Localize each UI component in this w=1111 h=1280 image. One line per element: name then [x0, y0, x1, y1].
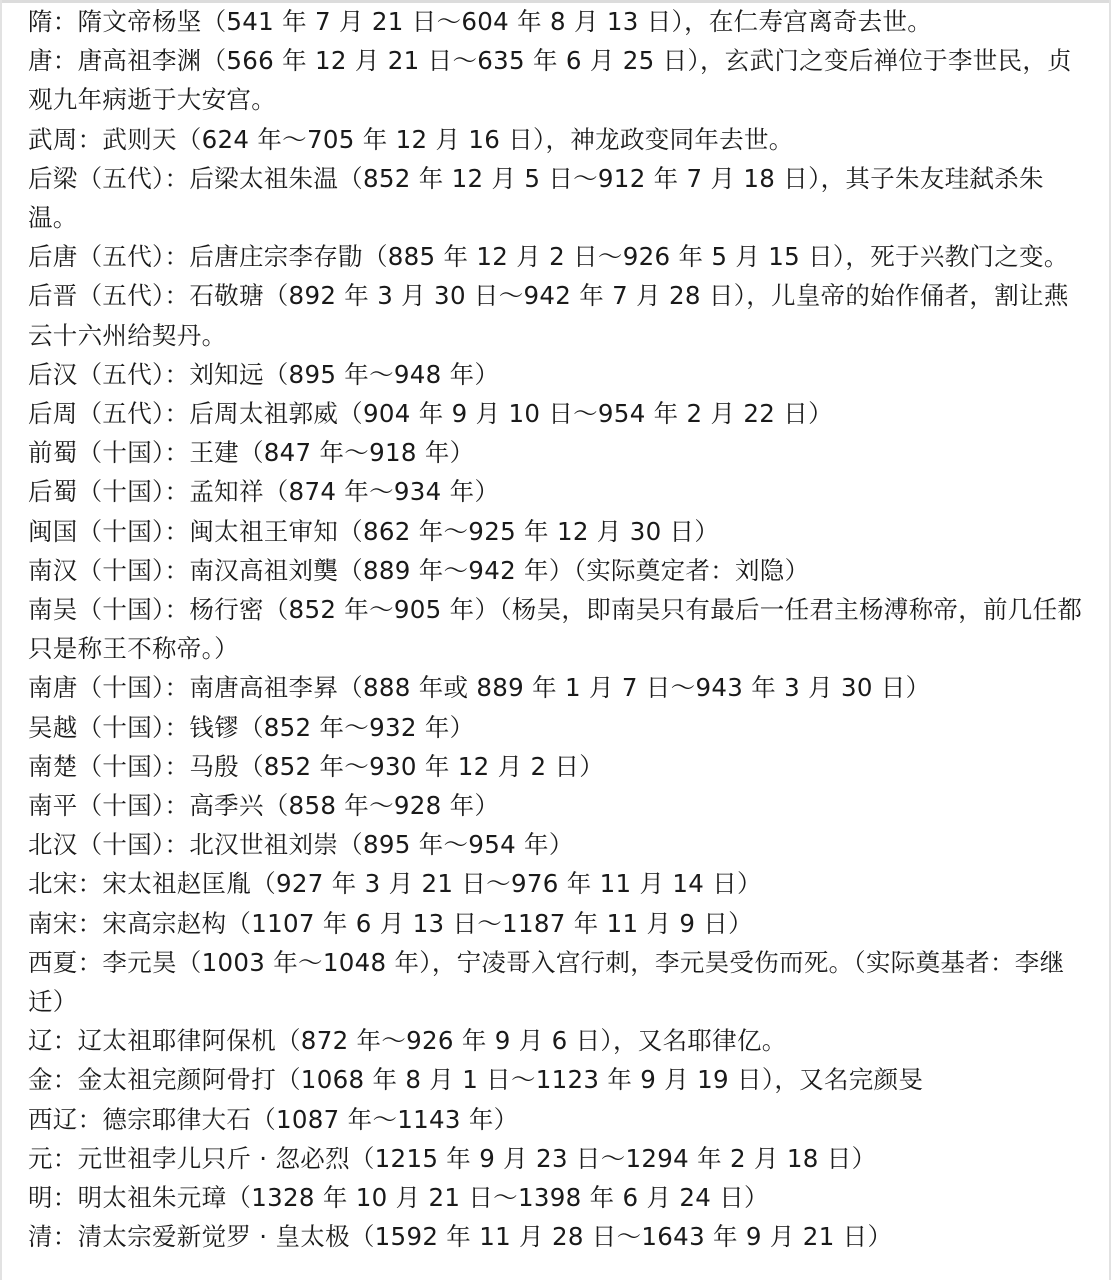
entry-text: 金太祖完颜阿骨打（1068 年 8 月 1 日～1123 年 9 月 19 日），又名完颜旻 [77, 1065, 924, 1095]
entry-label: 后汉（五代）： [28, 359, 190, 389]
entry-text: 刘知远（895 年～948 年） [189, 359, 500, 389]
entry-jin [28, 1060, 1088, 1099]
entry-text: 钱镠（852 年～932 年） [189, 712, 475, 742]
entry-nantang [28, 668, 1088, 707]
entry-xiliao [28, 1100, 1088, 1139]
entry-text: 后唐庄宗李存勖（885 年 12 月 2 日～926 年 5 月 15 日），死于兴教门之变。 [189, 242, 1069, 272]
entry-nanping [28, 786, 1088, 825]
entry-text: 隋文帝杨坚（541 年 7 月 21 日～604 年 8 月 13 日），在仁寿宫离奇去世。 [77, 7, 933, 36]
entry-xixia [28, 943, 1088, 1021]
entry-text: 明太祖朱元璋（1328 年 10 月 21 日～1398 年 6 月 24 日） [77, 1183, 769, 1213]
entry-houtang [28, 237, 1088, 276]
entry-wuyue [28, 708, 1088, 747]
entry-label: 武周： [28, 124, 103, 154]
entry-nanhan [28, 551, 1088, 590]
entry-yuan [28, 1139, 1088, 1178]
entry-text: 马殷（852 年～930 年 12 月 2 日） [189, 751, 605, 781]
entry-nansong [28, 904, 1088, 943]
entry-houhan [28, 355, 1088, 394]
entry-sui [28, 2, 1088, 41]
entry-label: 清： [28, 1222, 78, 1252]
entry-label: 辽： [28, 1026, 78, 1056]
entry-beihan [28, 825, 1088, 864]
entry-label: 闽国（十国）： [28, 516, 190, 546]
entry-label: 南平（十国）： [28, 791, 190, 821]
entry-text: 南汉高祖刘龑（889 年～942 年）（实际奠定者：刘隐） [189, 555, 810, 585]
entry-label: 隋： [28, 7, 78, 36]
entry-text: 宋高宗赵构（1107 年 6 月 13 日～1187 年 11 月 9 日） [102, 908, 753, 938]
entry-label: 后蜀（十国）： [28, 477, 190, 507]
left-edge-line [0, 0, 2, 1280]
entry-text: 后梁太祖朱温（852 年 12 月 5 日～912 年 7 月 18 日），其子朱友珪弑杀朱温。 [28, 163, 1044, 233]
entry-label: 南唐（十国）： [28, 673, 190, 703]
entry-text: 北汉世祖刘崇（895 年～954 年） [189, 830, 574, 860]
entry-beisong [28, 864, 1088, 903]
entry-text: 武则天（624 年～705 年 12 月 16 日），神龙政变同年去世。 [102, 124, 794, 154]
entry-label: 南宋： [28, 908, 103, 938]
entry-qing [28, 1217, 1088, 1256]
entry-minguo [28, 512, 1088, 551]
entry-tang [28, 41, 1088, 119]
entry-label: 北汉（十国）： [28, 830, 190, 860]
entry-label: 南吴（十国）： [28, 595, 190, 625]
entry-houshu [28, 472, 1088, 511]
entry-label: 南楚（十国）： [28, 751, 190, 781]
entry-text: 李元昊（1003 年～1048 年），宁凌哥入宫行刺，李元昊受伤而死。（实际奠基者：李继迁） [28, 947, 1065, 1017]
entry-qianshu [28, 433, 1088, 472]
entry-text: 杨行密（852 年～905 年）（杨吴，即南吴只有最后一任君主杨溥称帝，前几任都只是称王不称帝。） [28, 595, 1083, 664]
entry-label: 南汉（十国）： [28, 555, 190, 585]
entry-label: 后晋（五代）： [28, 281, 190, 311]
entry-label: 吴越（十国）： [28, 712, 190, 742]
entry-text: 宋太祖赵匡胤（927 年 3 月 21 日～976 年 11 月 14 日） [102, 869, 762, 899]
entry-nanchu [28, 747, 1088, 786]
entry-label: 后梁（五代）： [28, 163, 190, 193]
entry-houjin [28, 276, 1088, 354]
entry-text: 闽太祖王审知（862 年～925 年 12 月 30 日） [189, 516, 720, 546]
entry-label: 西辽： [28, 1104, 103, 1134]
entry-text: 唐高祖李渊（566 年 12 月 21 日～635 年 6 月 25 日），玄武门之变后禅位于李世民，贞观九年病逝于大安宫。 [28, 46, 1072, 115]
entry-text: 孟知祥（874 年～934 年） [189, 477, 500, 507]
entry-label: 后周（五代）： [28, 399, 190, 429]
entry-text: 元世祖孛儿只斤 · 忽必烈（1215 年 9 月 23 日～1294 年 2 月 18 日） [77, 1143, 877, 1173]
entry-houzhou [28, 394, 1088, 433]
entry-label: 北宋： [28, 869, 103, 899]
entry-text: 高季兴（858 年～928 年） [189, 791, 500, 821]
entry-liao [28, 1021, 1088, 1060]
entry-houliang [28, 159, 1088, 237]
entry-label: 金： [28, 1065, 78, 1095]
entry-text: 南唐高祖李昪（888 年或 889 年 1 月 7 日～943 年 3 月 30 日） [189, 673, 931, 703]
entry-label: 后唐（五代）： [28, 242, 190, 272]
entry-label: 唐： [28, 46, 78, 76]
entry-ming [28, 1178, 1088, 1217]
entry-text: 德宗耶律大石（1087 年～1143 年） [102, 1104, 519, 1134]
entry-text: 后周太祖郭威（904 年 9 月 10 日～954 年 2 月 22 日） [189, 399, 833, 429]
entry-text: 王建（847 年～918 年） [189, 438, 475, 468]
entry-wuzhou [28, 120, 1088, 159]
dynasty-founder-list [28, 2, 1088, 1257]
entry-label: 元： [28, 1143, 78, 1173]
entry-text: 石敬瑭（892 年 3 月 30 日～942 年 7 月 28 日），儿皇帝的始作俑者，割让燕云十六州给契丹。 [28, 281, 1069, 350]
entry-text: 辽太祖耶律阿保机（872 年～926 年 9 月 6 日），又名耶律亿。 [77, 1026, 787, 1056]
entry-nanwu [28, 590, 1088, 668]
entry-label: 西夏： [28, 947, 103, 977]
entry-label: 明： [28, 1183, 78, 1213]
entry-text: 清太宗爱新觉罗 · 皇太极（1592 年 11 月 28 日～1643 年 9 月 21 日） [77, 1222, 893, 1252]
entry-label: 前蜀（十国）： [28, 438, 190, 468]
